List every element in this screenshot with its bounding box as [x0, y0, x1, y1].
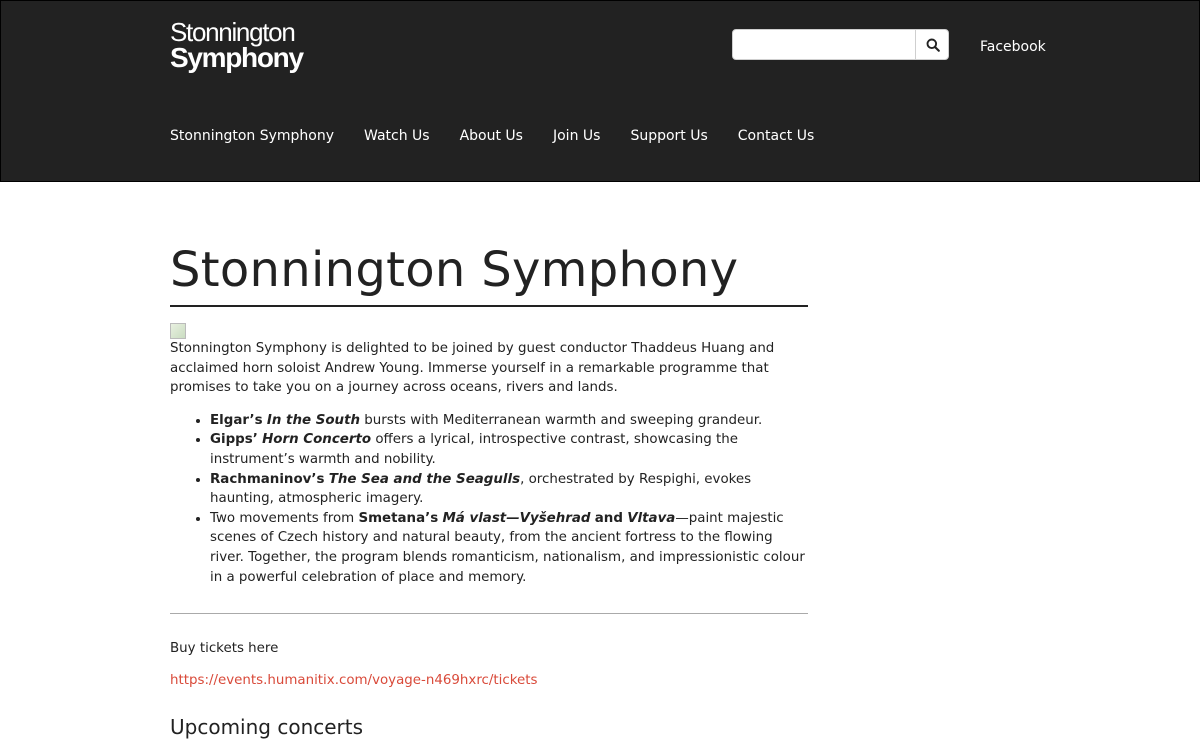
facebook-link[interactable]: Facebook	[980, 39, 1046, 55]
conjunction: and	[594, 510, 623, 526]
nav-item-about-us[interactable]: About Us	[459, 128, 523, 144]
intro-paragraph: Stonnington Symphony is delighted to be joined by guest conductor Thaddeus Huang and acclaimed horn soloist Andrew Young. Immerse yourself in a remarkable programme that promises to take you on a journey across oceans, rivers and lands.	[170, 341, 775, 396]
search-button[interactable]	[915, 30, 949, 59]
composer: Gipps’	[210, 432, 258, 448]
nav-item-contact-us[interactable]: Contact Us	[737, 128, 815, 144]
nav-item-watch-us[interactable]: Watch Us	[364, 128, 430, 144]
list-item	[210, 411, 808, 431]
composer: Rachmaninov’s	[210, 471, 325, 487]
work-title: Horn Concerto	[262, 432, 372, 448]
nav-item-join-us[interactable]: Join Us	[552, 128, 601, 144]
list-item	[210, 430, 808, 469]
item-text: —paint majestic scenes of Czech history and natural beauty, from the ancient fortress to the flowing river. Together, the program blends romanticism, nationalism, and impressionistic colour in a powerful celebration of place and memory.	[210, 510, 805, 585]
logo-line-1: Stonnington	[170, 17, 295, 47]
work-title: Vltava	[627, 510, 676, 526]
work-title: The Sea and the Seagulls	[328, 471, 521, 487]
page-title: Stonnington Symphony	[170, 240, 808, 307]
work-title: Má vlast—Vyšehrad	[442, 510, 591, 526]
upcoming-heading: Upcoming concerts	[170, 715, 364, 740]
main-content	[170, 240, 808, 742]
nav-item-support-us[interactable]: Support Us	[630, 128, 708, 144]
buy-tickets-text: Buy tickets here	[170, 641, 279, 657]
item-text: bursts with Mediterranean warmth and sweeping grandeur.	[360, 412, 763, 428]
site-logo[interactable]	[170, 19, 303, 71]
composer: Smetana’s	[358, 510, 439, 526]
work-title: In the South	[266, 412, 361, 428]
programme-list	[170, 411, 808, 587]
main-nav	[170, 128, 844, 144]
search-box	[732, 29, 949, 60]
search-input[interactable]	[733, 30, 915, 59]
item-text: , orchestrated by Respighi, evokes haunting, atmospheric imagery.	[210, 471, 752, 507]
item-prefix: Two movements from	[210, 510, 359, 526]
item-text: offers a lyrical, introspective contrast, showcasing the instrument’s warmth and nobility.	[210, 432, 739, 467]
search-icon	[926, 38, 940, 52]
list-item	[210, 509, 808, 587]
site-header	[0, 0, 1200, 182]
broken-image-icon	[170, 323, 186, 339]
nav-item-home[interactable]: Stonnington Symphony	[170, 128, 335, 144]
composer: Elgar’s	[210, 412, 263, 428]
ticket-link[interactable]: https://events.humanitix.com/voyage-n469hxrc/tickets	[170, 672, 538, 688]
logo-line-2: Symphony	[170, 42, 303, 73]
list-item	[210, 470, 808, 509]
divider	[170, 613, 808, 614]
